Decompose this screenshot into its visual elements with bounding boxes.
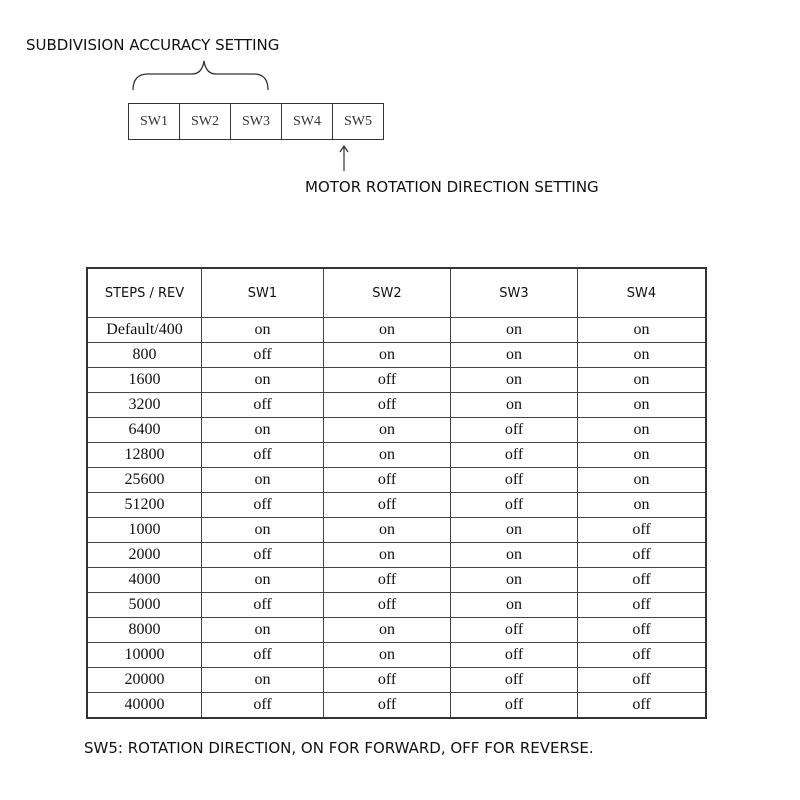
- steps-cell: 6400: [87, 418, 202, 443]
- steps-cell: 51200: [87, 493, 202, 518]
- switch-state-cell: off: [324, 593, 451, 618]
- subdivision-accuracy-label: SUBDIVISION ACCURACY SETTING: [26, 36, 280, 54]
- switch-state-cell: on: [324, 343, 451, 368]
- table-row: [87, 593, 706, 618]
- switch-sw2: SW2: [179, 104, 230, 139]
- table-row: [87, 418, 706, 443]
- table-row: [87, 368, 706, 393]
- table-row: [87, 543, 706, 568]
- steps-cell: 40000: [87, 693, 202, 719]
- switch-state-cell: on: [451, 543, 578, 568]
- table-row: [87, 343, 706, 368]
- switch-state-cell: on: [324, 318, 451, 343]
- switch-state-cell: on: [578, 368, 707, 393]
- table-row: [87, 668, 706, 693]
- switch-state-cell: off: [324, 693, 451, 719]
- table-row: [87, 493, 706, 518]
- steps-cell: 1600: [87, 368, 202, 393]
- switch-state-cell: off: [578, 568, 707, 593]
- switch-state-cell: off: [451, 443, 578, 468]
- switch-state-cell: off: [578, 593, 707, 618]
- column-header: SW3: [451, 268, 578, 318]
- steps-cell: 25600: [87, 468, 202, 493]
- switch-state-cell: on: [202, 518, 324, 543]
- switch-sw4: SW4: [281, 104, 332, 139]
- switch-state-cell: off: [202, 693, 324, 719]
- dip-switch-diagram: [128, 103, 384, 140]
- switch-state-cell: off: [202, 493, 324, 518]
- steps-cell: 10000: [87, 643, 202, 668]
- switch-state-cell: off: [202, 443, 324, 468]
- switch-state-cell: on: [202, 368, 324, 393]
- switch-state-cell: on: [578, 443, 707, 468]
- column-header: SW1: [202, 268, 324, 318]
- switch-sw3: SW3: [230, 104, 281, 139]
- switch-state-cell: off: [202, 343, 324, 368]
- switch-state-cell: off: [324, 368, 451, 393]
- switch-state-cell: off: [451, 693, 578, 719]
- switch-state-cell: on: [324, 618, 451, 643]
- switch-state-cell: on: [451, 393, 578, 418]
- switch-state-cell: off: [578, 643, 707, 668]
- switch-state-cell: off: [451, 668, 578, 693]
- switch-state-cell: on: [578, 343, 707, 368]
- switch-state-cell: off: [202, 643, 324, 668]
- steps-cell: 4000: [87, 568, 202, 593]
- switch-state-cell: on: [202, 468, 324, 493]
- steps-cell: Default/400: [87, 318, 202, 343]
- column-header: SW4: [578, 268, 707, 318]
- switch-state-cell: on: [202, 568, 324, 593]
- column-header: SW2: [324, 268, 451, 318]
- switch-state-cell: off: [202, 393, 324, 418]
- steps-cell: 3200: [87, 393, 202, 418]
- steps-cell: 5000: [87, 593, 202, 618]
- switch-state-cell: off: [451, 418, 578, 443]
- switch-state-cell: off: [324, 493, 451, 518]
- switch-state-cell: on: [451, 518, 578, 543]
- switch-state-cell: on: [578, 418, 707, 443]
- switch-state-cell: on: [324, 518, 451, 543]
- table-row: [87, 518, 706, 543]
- switch-state-cell: off: [324, 568, 451, 593]
- switch-state-cell: on: [451, 318, 578, 343]
- steps-cell: 800: [87, 343, 202, 368]
- steps-table: [86, 267, 707, 719]
- switch-state-cell: on: [202, 318, 324, 343]
- switch-state-cell: off: [451, 643, 578, 668]
- switch-state-cell: on: [202, 418, 324, 443]
- table-row: [87, 643, 706, 668]
- switch-state-cell: off: [324, 668, 451, 693]
- table-row: [87, 693, 706, 719]
- switch-state-cell: on: [578, 493, 707, 518]
- switch-state-cell: off: [451, 493, 578, 518]
- switch-state-cell: on: [202, 668, 324, 693]
- switch-state-cell: on: [324, 543, 451, 568]
- table-header-row: [87, 268, 706, 318]
- switch-state-cell: off: [451, 618, 578, 643]
- curly-brace-icon: [130, 58, 270, 94]
- switch-state-cell: on: [451, 343, 578, 368]
- switch-state-cell: on: [578, 468, 707, 493]
- switch-sw5: SW5: [332, 104, 384, 139]
- switch-state-cell: on: [578, 318, 707, 343]
- switch-state-cell: on: [451, 568, 578, 593]
- table-row: [87, 468, 706, 493]
- switch-state-cell: on: [324, 443, 451, 468]
- switch-state-cell: on: [324, 418, 451, 443]
- switch-state-cell: on: [451, 593, 578, 618]
- steps-cell: 8000: [87, 618, 202, 643]
- footer-note: SW5: ROTATION DIRECTION, ON FOR FORWARD, OFF FOR REVERSE.: [84, 739, 594, 757]
- switch-state-cell: off: [202, 543, 324, 568]
- switch-state-cell: off: [578, 693, 707, 719]
- steps-cell: 12800: [87, 443, 202, 468]
- switch-state-cell: off: [578, 518, 707, 543]
- switch-state-cell: on: [451, 368, 578, 393]
- table-row: [87, 318, 706, 343]
- switch-state-cell: off: [324, 468, 451, 493]
- switch-state-cell: off: [202, 593, 324, 618]
- table-row: [87, 618, 706, 643]
- rotation-direction-label: MOTOR ROTATION DIRECTION SETTING: [305, 178, 599, 196]
- switch-state-cell: off: [578, 618, 707, 643]
- switch-state-cell: off: [578, 543, 707, 568]
- steps-cell: 1000: [87, 518, 202, 543]
- steps-cell: 2000: [87, 543, 202, 568]
- switch-state-cell: on: [202, 618, 324, 643]
- table-row: [87, 443, 706, 468]
- switch-state-cell: off: [451, 468, 578, 493]
- steps-cell: 20000: [87, 668, 202, 693]
- table-row: [87, 393, 706, 418]
- table-row: [87, 568, 706, 593]
- switch-state-cell: on: [578, 393, 707, 418]
- column-header: STEPS / REV: [87, 268, 202, 318]
- switch-state-cell: on: [324, 643, 451, 668]
- switch-state-cell: off: [324, 393, 451, 418]
- switch-sw1: SW1: [128, 104, 179, 139]
- up-arrow-icon: [338, 144, 350, 172]
- switch-state-cell: off: [578, 668, 707, 693]
